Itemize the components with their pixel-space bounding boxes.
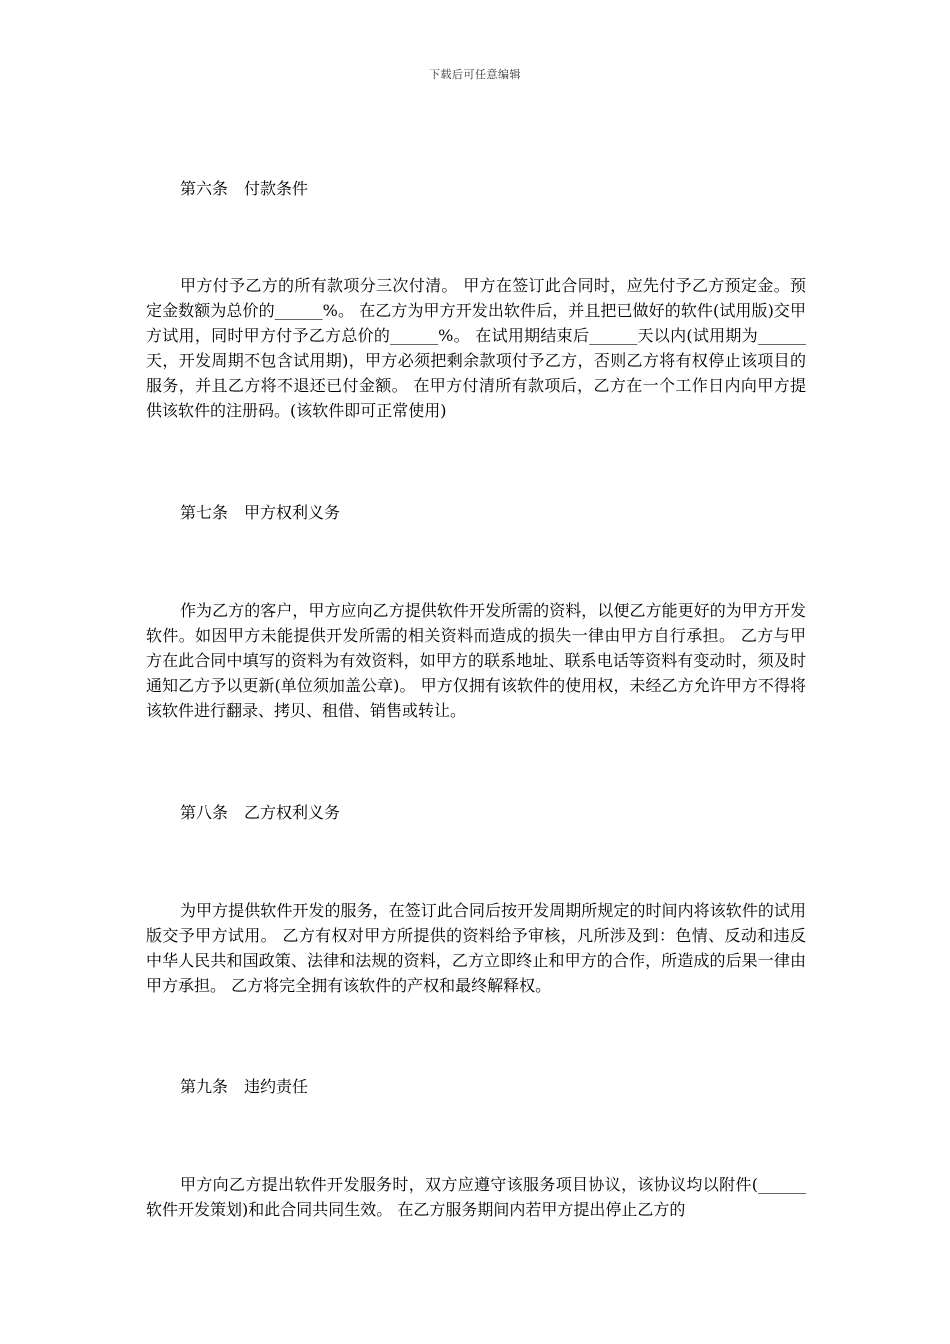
article-8-heading: 第八条 乙方权利义务: [180, 803, 341, 822]
article-6-body: 甲方付予乙方的所有款项分三次付清。 甲方在签订此合同时，应先付予乙方预定金。预定金数额为总价的______%。 在乙方为甲方开发出软件后，并且把已做好的软件(试用版)交甲方试用，同时甲方付予乙方总价的______%。 在试用期结束后______天以内(试用期为______天，开发周期不包含试用期)，甲方必须把剩余款项付予乙方，否则乙方将有权停止该项目的服务，并且乙方将不退还已付金额。 在甲方付清所有款项后，乙方在一个工作日内向甲方提供该软件的注册码。(该软件即可正常使用): [146, 276, 806, 420]
article-6-heading: 第六条 付款条件: [180, 179, 309, 198]
article-9-heading: 第九条 违约责任: [180, 1077, 309, 1096]
page-header: 下载后可任意编辑: [429, 68, 521, 81]
article-9-body: 甲方向乙方提出软件开发服务时，双方应遵守该服务项目协议，该协议均以附件(______软件开发策划)和此合同共同生效。 在乙方服务期间内若甲方提出停止乙方的: [146, 1175, 806, 1219]
article-8-body: 为甲方提供软件开发的服务，在签订此合同后按开发周期所规定的时间内将该软件的试用版交予甲方试用。 乙方有权对甲方所提供的资料给予审核，凡所涉及到：色情、反动和违反中华人民共和国政策、法律和法规的资料，乙方立即终止和甲方的合作，所造成的后果一律由甲方承担。 乙方将完全拥有该软件的产权和最终解释权。: [146, 901, 806, 995]
article-7-body: 作为乙方的客户，甲方应向乙方提供软件开发所需的资料，以便乙方能更好的为甲方开发软件。如因甲方未能提供开发所需的相关资料而造成的损失一律由甲方自行承担。 乙方与甲方在此合同中填写的资料为有效资料，如甲方的联系地址、联系电话等资料有变动时，须及时通知乙方予以更新(单位须加盖公章)。 甲方仅拥有该软件的使用权，未经乙方允许甲方不得将该软件进行翻录、拷贝、租借、销售或转让。: [146, 601, 806, 720]
article-7-heading: 第七条 甲方权利义务: [180, 503, 341, 522]
